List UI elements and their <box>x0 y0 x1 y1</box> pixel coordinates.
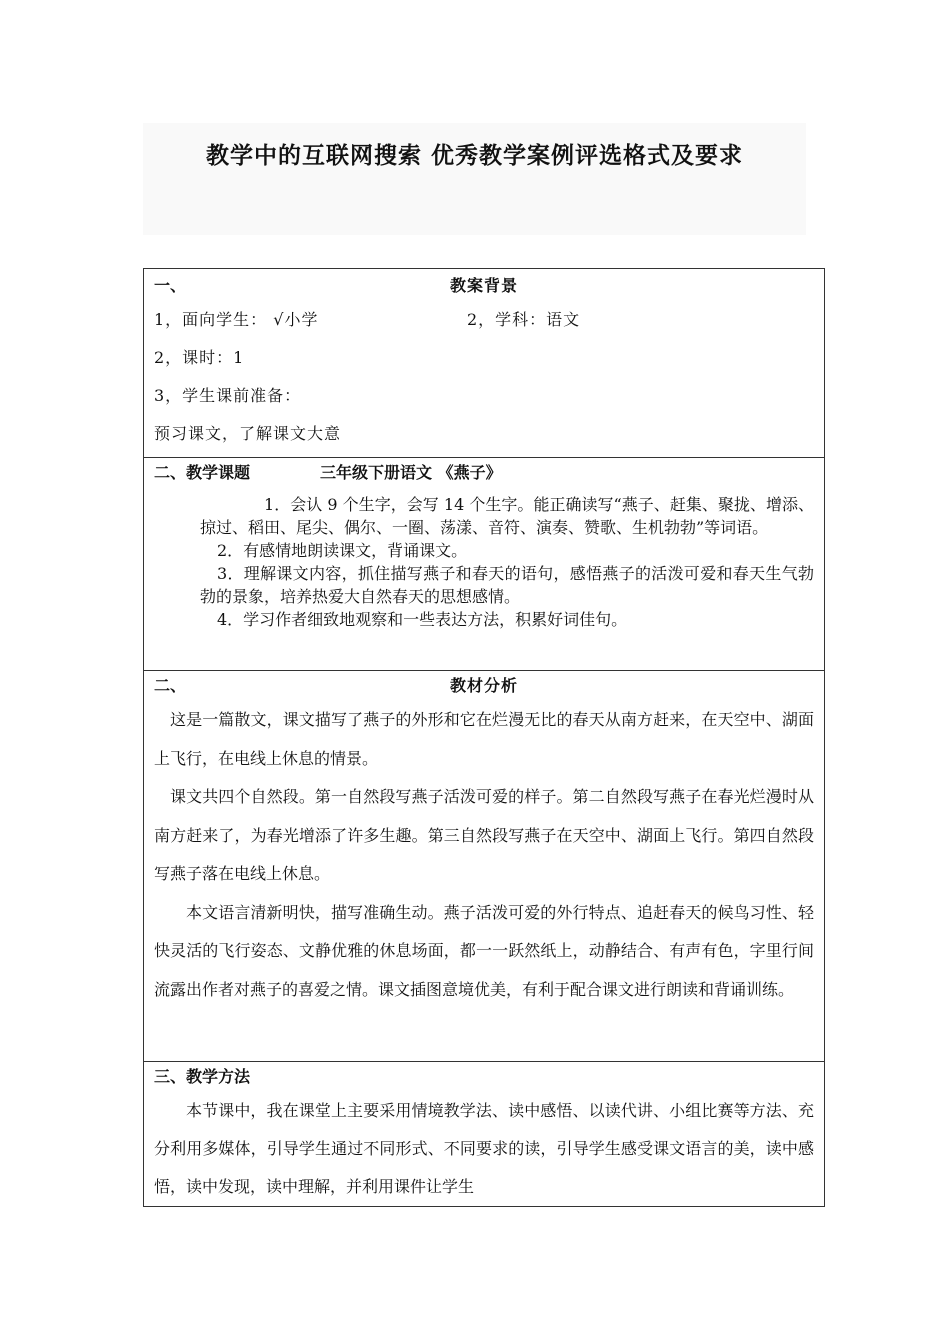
objective-item: 3．理解课文内容，抓住描写燕子和春天的语句，感悟燕子的活泼可爱和春天生气勃勃的景象，培养热爱大自然春天的思想感情。 <box>200 564 814 606</box>
method-cell <box>144 1062 825 1207</box>
lesson-plan-table <box>143 268 825 1207</box>
subject: 2，学科：语文 <box>467 310 581 329</box>
student-prep-text: 预习课文，了解课文大意 <box>154 424 342 443</box>
topic-heading <box>154 458 814 488</box>
student-subject-line <box>154 301 814 339</box>
objectives-list <box>154 488 814 631</box>
topic-objectives-row <box>144 458 825 671</box>
background-title: 教案背景 <box>449 276 518 295</box>
objective-item: 4．学习作者细致地观察和一些表达方法，积累好词佳句。 <box>217 610 628 629</box>
background-heading <box>154 271 814 301</box>
analysis-number: 二、 <box>154 676 187 695</box>
objective-item: 2．有感情地朗读课文，背诵课文。 <box>217 541 468 560</box>
analysis-cell <box>144 671 825 1062</box>
method-row <box>144 1062 825 1207</box>
topic-value: 三年级下册语文 《燕子》 <box>320 463 502 482</box>
title-box <box>143 123 806 235</box>
analysis-paragraph: 这是一篇散文，课文描写了燕子的外形和它在烂漫无比的春天从南方赶来，在天空中、湖面上飞行，在电线上休息的情景。 <box>154 710 814 768</box>
analysis-row <box>144 671 825 1062</box>
background-number: 一、 <box>154 276 187 295</box>
analysis-heading <box>154 671 814 701</box>
background-cell <box>144 269 825 458</box>
class-hours: 2，课时：1 <box>154 348 245 367</box>
target-students: 1，面向学生： √小学 <box>154 310 319 329</box>
student-prep-label: 3，学生课前准备： <box>154 386 302 405</box>
topic-cell <box>144 458 825 671</box>
method-paragraph: 本节课中，我在课堂上主要采用情境教学法、读中感悟、以读代讲、小组比赛等方法、充分利用多媒体，引导学生通过不同形式、不同要求的读，引导学生感受课文语言的美，读中感悟，读中发现，读中理解，并利用课件让学生 <box>154 1101 814 1196</box>
objective-item: 1．会认 9 个生字，会写 14 个生字。能正确读写“燕子、赶集、聚拢、增添、掠过、稻田、尾尖、偶尔、一圈、荡漾、音符、演奏、赞歌、生机勃勃”等词语。 <box>200 495 814 537</box>
background-row <box>144 269 825 458</box>
method-heading: 三、教学方法 <box>154 1067 251 1086</box>
topic-label: 二、教学课题 <box>154 463 251 482</box>
page-title: 教学中的互联网搜索 优秀教学案例评选格式及要求 <box>205 142 743 169</box>
analysis-title: 教材分析 <box>449 676 518 695</box>
analysis-paragraph: 课文共四个自然段。第一自然段写燕子活泼可爱的样子。第二自然段写燕子在春光烂漫时从南方赶来了，为春光增添了许多生趣。第三自然段写燕子在天空中、湖面上飞行。第四自然段写燕子落在电线上休息。 <box>154 787 814 883</box>
analysis-paragraph: 本文语言清新明快，描写准确生动。燕子活泼可爱的外行特点、追赶春天的候鸟习性、轻快灵活的飞行姿态、文静优雅的休息场面，都一一跃然纸上，动静结合、有声有色，字里行间流露出作者对燕子的喜爱之情。课文插图意境优美，有利于配合课文进行朗读和背诵训练。 <box>154 902 814 999</box>
